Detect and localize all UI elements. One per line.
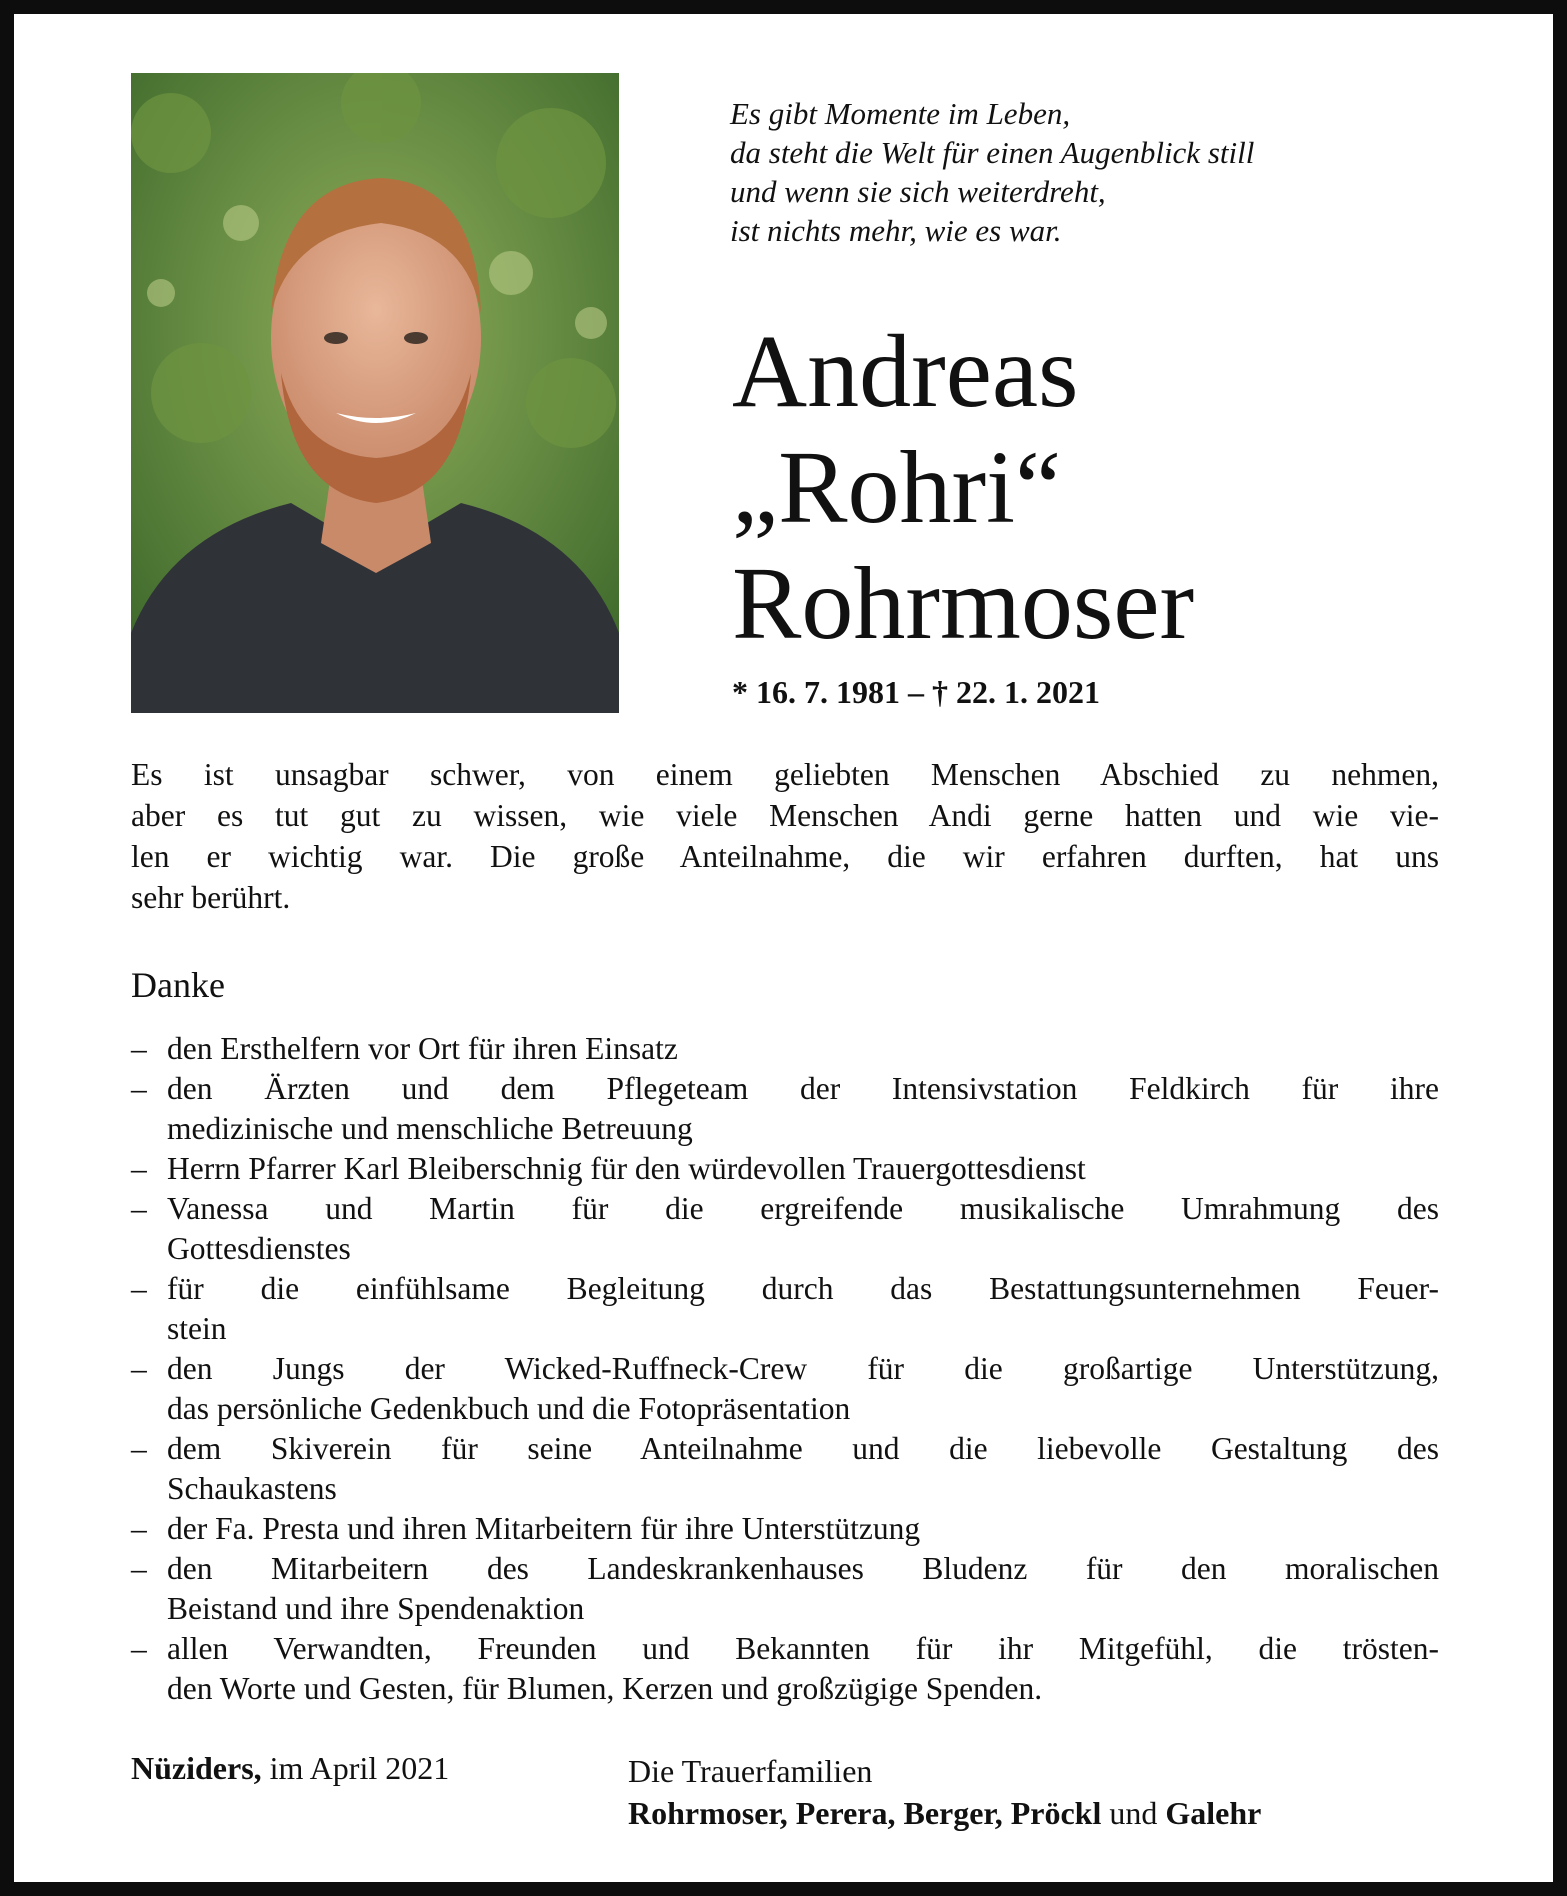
list-item [131, 1509, 1439, 1549]
last-name: Rohrmoser [732, 546, 1195, 661]
intro-paragraph [131, 754, 1439, 918]
first-name: Andreas [732, 314, 1079, 429]
list-item-line: stein [167, 1311, 227, 1346]
dash: – [131, 1031, 147, 1066]
list-item-line: für die einfühlsame Begleitung durch das Bestattungsunternehmen Feuer- [167, 1271, 1439, 1306]
intro-line: sehr berührt. [131, 880, 291, 915]
list-item-line: den Worte und Gesten, für Blumen, Kerzen und großzügige Spenden. [167, 1671, 1043, 1706]
nickname: „Rohri“ [732, 430, 1062, 545]
list-item-line: den Jungs der Wicked-Ruffneck-Crew für die großartige Unterstützung, [167, 1351, 1439, 1386]
life-dates: * 16. 7. 1981 – † 22. 1. 2021 [732, 674, 1100, 710]
intro-line: len er wichtig war. Die große Anteilnahme, die wir erfahren durften, hat uns [131, 839, 1439, 874]
dash: – [131, 1191, 147, 1226]
dash: – [131, 1551, 147, 1586]
dash: – [131, 1271, 147, 1306]
list-item-line: dem Skiverein für seine Anteilnahme und die liebevolle Gestaltung des [167, 1431, 1439, 1466]
family-label: Die Trauerfamilien [628, 1753, 873, 1789]
dash: – [131, 1351, 147, 1386]
und: und [1101, 1795, 1166, 1831]
dash: – [131, 1431, 147, 1466]
list-item [131, 1069, 1439, 1149]
intro-line: aber es tut gut zu wissen, wie viele Menschen Andi gerne hatten und wie vie- [131, 798, 1439, 833]
list-item-line: allen Verwandten, Freunden und Bekannten für ihr Mitgefühl, die trösten- [167, 1631, 1439, 1666]
list-item [131, 1149, 1439, 1189]
list-item-line: Gottesdienstes [167, 1231, 351, 1266]
dash: – [131, 1631, 147, 1666]
intro-line: Es ist unsagbar schwer, von einem geliebten Menschen Abschied zu nehmen, [131, 757, 1439, 792]
list-item [131, 1629, 1439, 1709]
list-item [131, 1549, 1439, 1629]
list-item-line: das persönliche Gedenkbuch und die Fotopräsentation [167, 1391, 851, 1426]
thanks-list [131, 1029, 1439, 1709]
list-item [131, 1189, 1439, 1269]
list-item-line: medizinische und menschliche Betreuung [167, 1111, 693, 1146]
poem-line: Es gibt Momente im Leben, [730, 96, 1071, 131]
dash: – [131, 1151, 147, 1186]
list-item [131, 1429, 1439, 1509]
family-names [628, 1792, 1261, 1834]
list-item-line: der Fa. Presta und ihren Mitarbeitern für ihre Unterstützung [167, 1511, 921, 1546]
list-item-line: Herrn Pfarrer Karl Bleiberschnig für den würdevollen Trauergottesdienst [167, 1151, 1086, 1186]
thanks-heading: Danke [131, 965, 225, 1005]
families: Rohrmoser, Perera, Berger, Pröckl [628, 1795, 1102, 1831]
list-item-line: den Mitarbeitern des Landeskrankenhauses Bludenz für den moralischen [167, 1551, 1439, 1586]
deceased-name [732, 314, 1194, 662]
poem-line: ist nichts mehr, wie es war. [730, 213, 1062, 248]
list-item [131, 1269, 1439, 1349]
dash: – [131, 1511, 147, 1546]
list-item-line: Schaukastens [167, 1471, 337, 1506]
place-date [131, 1750, 449, 1787]
list-item-line: den Ersthelfern vor Ort für ihren Einsatz [167, 1031, 678, 1066]
last-family: Galehr [1165, 1795, 1262, 1831]
poem [730, 94, 1254, 250]
list-item-line: Beistand und ihre Spendenaktion [167, 1591, 585, 1626]
place: Nüziders, [131, 1750, 262, 1786]
poem-line: und wenn sie sich weiterdreht, [730, 174, 1106, 209]
list-item-line: Vanessa und Martin für die ergreifende musikalische Umrahmung des [167, 1191, 1439, 1226]
poem-line: da steht die Welt für einen Augenblick still [730, 135, 1255, 170]
signature [628, 1750, 1261, 1834]
list-item [131, 1349, 1439, 1429]
date: im April 2021 [261, 1750, 450, 1786]
list-item-line: den Ärzten und dem Pflegeteam der Intensivstation Feldkirch für ihre [167, 1071, 1439, 1106]
dash: – [131, 1071, 147, 1106]
list-item [131, 1029, 1439, 1069]
portrait-photo [131, 73, 619, 713]
